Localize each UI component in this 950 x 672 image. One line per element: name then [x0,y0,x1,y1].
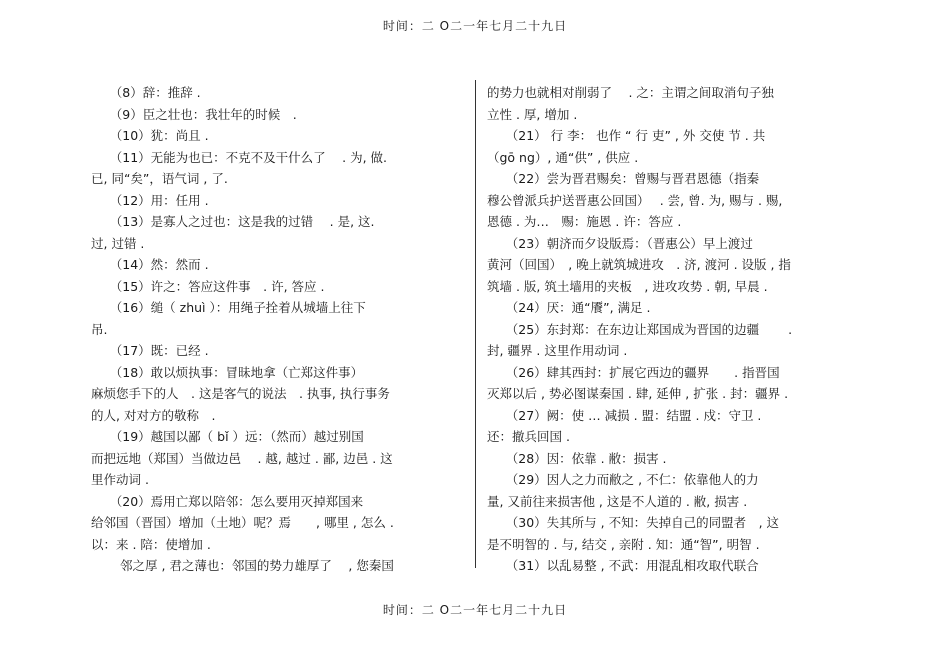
text-line: （10）犹：尚且 . [91,128,209,143]
text-line: 里作动词 . [91,472,149,487]
text-line: （19）越国以鄙（ bǐ ）远：（然而）越过别国 [91,429,364,444]
text-line: 麻烦您手下的人 . 这是客气的说法 . 执事, 执行事务 [91,386,390,401]
text-line: 已, 同“矣”，语气词 , 了. [91,171,228,186]
page-footer: 时间：二 O二一年七月二十九日 [382,603,568,617]
text-line: （17）既：已经 . [91,343,209,358]
text-line: （26）肆其西封：扩展它西边的疆界 . 指晋国 [487,364,780,380]
text-line: （25）东封郑：在东边让郑国成为晋国的边疆 . [487,321,793,337]
text-line: （21） 行 李： 也作 “ 行 吏” , 外 交使 节 . 共 [487,128,766,143]
text-line: 穆公曾派兵护送晋惠公回国） . 尝, 曾. 为, 赐与 . 赐, [487,192,783,208]
text-line: 恩德 . 为… 赐：施恩 . 许：答应 . [487,214,682,229]
text-line: 过, 过错 . [91,235,145,251]
text-line: 黄河（回国） , 晚上就筑城进攻 . 济, 渡河 . 设版 , 指 [487,257,791,272]
text-line: 的人, 对对方的敬称 . [91,407,216,423]
text-line: 还：撤兵回国 . [487,429,570,444]
text-line: （24）厌：通“餍”, 满足 . [487,300,651,315]
text-line: （20）焉用亡郑以陪邻：怎么要用灭掉郑国来 [91,493,364,509]
text-line: （29）因人之力而敝之 , 不仁：依靠他人的力 [487,472,759,487]
text-line: 筑墙 . 版, 筑土墙用的夹板 , 进攻攻势 . 朝, 早晨 . [487,278,768,294]
text-line: （31）以乱易整 , 不武：用混乱相攻取代联合 [487,558,759,573]
text-line: 立性 . 厚, 增加 . [487,106,578,122]
text-line: （30）失其所与 , 不知：失掉自己的同盟者 , 这 [487,515,780,530]
text-line: （9）臣之壮也：我壮年的时候 . [91,106,297,122]
text-line: （12）用：任用 . [91,192,209,208]
text-line: （8）辞：推辞 . [91,85,201,100]
text-line: （22）尝为晋君赐矣：曾赐与晋君恩德（指秦 [487,171,760,186]
text-line: 而把远地（郑国）当做边邑 . 越, 越过 . 鄙, 边邑 . 这 [91,450,393,466]
text-line: 给邻国（晋国）增加（土地）呢？焉 , 哪里 , 怎么 . [91,515,394,530]
text-line: 邻之厚 , 君之薄也：邻国的势力雄厚了 , 您秦国 [91,558,394,573]
text-line: （13）是寡人之过也：这是我的过错 . 是, 这. [91,214,375,229]
text-line: （16）缒（ zhuì ）：用绳子拴着从城墙上往下 [91,300,366,315]
text-line: 灭郑以后 , 势必图谋秦国 . 肆, 延伸 , 扩张 . 封：疆界 . [487,386,789,401]
text-line: 以：来 . 陪：使增加 . [91,536,211,552]
right-column [487,82,857,577]
text-line: 的势力也就相对削弱了 . 之：主谓之间取消句子独 [487,85,774,100]
text-line: 吊. [91,321,108,337]
text-line: （18）敢以烦执事：冒昧地拿（亡郑这件事） [91,364,364,380]
text-line: 是不明智的 . 与, 结交 , 亲附 . 知：通“智”, 明智 . [487,536,760,552]
text-line: （23）朝济而夕设版焉：（晋惠公）早上渡过 [487,235,753,251]
text-line: 量, 又前往来损害他 , 这是不人道的 . 敝, 损害 . [487,493,748,509]
page-header: 时间：二 O二一年七月二十九日 [382,19,568,33]
text-line: （27）阙：使 … 减损 . 盟：结盟 . 戍：守卫 . [487,407,762,423]
text-line: （15）许之：答应这件事 . 许, 答应 . [91,278,325,294]
text-line: （28）因：依靠 . 敝：损害 . [487,450,667,466]
left-column [91,82,461,577]
column-divider [475,80,476,568]
text-line: （14）然：然而 . [91,257,209,272]
text-line: （gō ng）, 通“供” , 供应 . [487,149,639,165]
text-line: 封, 疆界 . 这里作用动词 . [487,343,628,358]
text-line: （11）无能为也已：不克不及干什么了 . 为, 做. [91,149,387,165]
